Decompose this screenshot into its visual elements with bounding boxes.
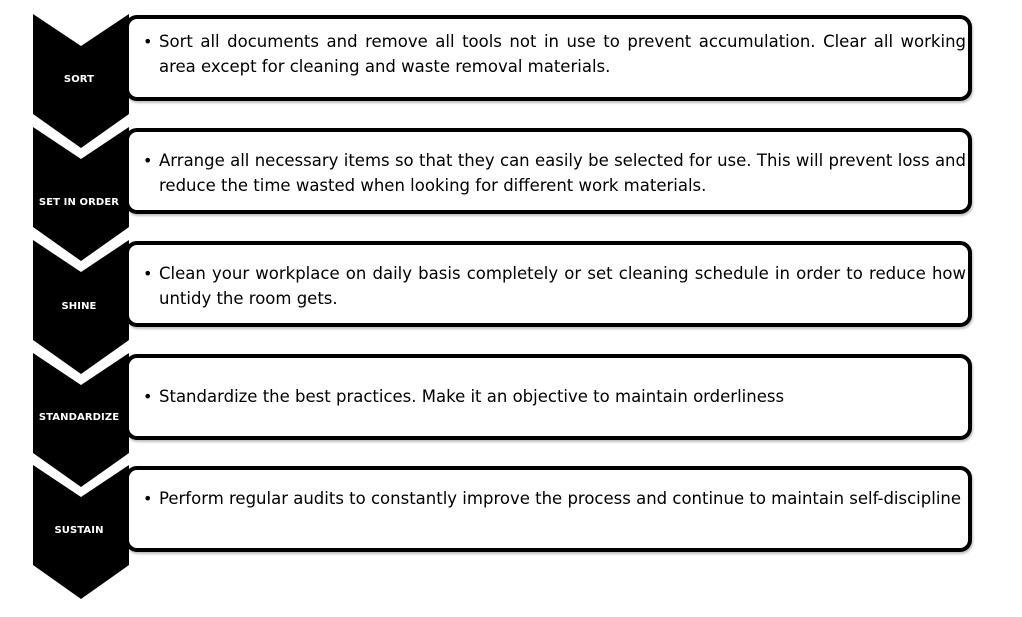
bullet-icon: • [143,32,153,51]
step-description: Sort all documents and remove all tools not in use to prevent accumulation. Clear all working area except for cleaning and waste removal materials. [159,32,966,76]
bullet-icon: • [143,264,153,283]
step-row-set-in-order [0,127,1022,242]
bullet-icon: • [143,489,153,508]
step-description: Perform regular audits to constantly improve the process and continue to maintain self-discipline [159,489,962,508]
bullet-icon: • [143,387,153,406]
step-label: STANDARDIZE [38,412,120,423]
step-description-box [125,354,972,440]
step-row-sustain [0,465,1022,580]
step-description: Standardize the best practices. Make it an objective to maintain orderliness [159,387,785,406]
step-description-box [125,241,972,327]
step-description-box [125,466,972,552]
bullet-item [143,261,966,311]
step-row-shine [0,240,1022,355]
step-label: SUSTAIN [54,525,104,536]
step-description: Clean your workplace on daily basis completely or set cleaning schedule in order to reduce how untidy the room gets. [159,264,966,308]
bullet-icon: • [143,151,153,170]
step-label: SHINE [61,301,97,312]
step-label: SET IN ORDER [38,197,120,208]
step-description-box [125,15,972,101]
bullet-item [143,29,966,79]
step-description: Arrange all necessary items so that they can easily be selected for use. This will prevent loss and reduce the time wasted when looking for different work materials. [159,151,966,195]
bullet-item [143,384,966,409]
step-label: SORT [63,74,95,85]
step-description-box [125,128,972,214]
step-row-sort [0,14,1022,129]
bullet-item [143,148,966,198]
step-row-standardize [0,353,1022,468]
bullet-item [143,486,966,511]
